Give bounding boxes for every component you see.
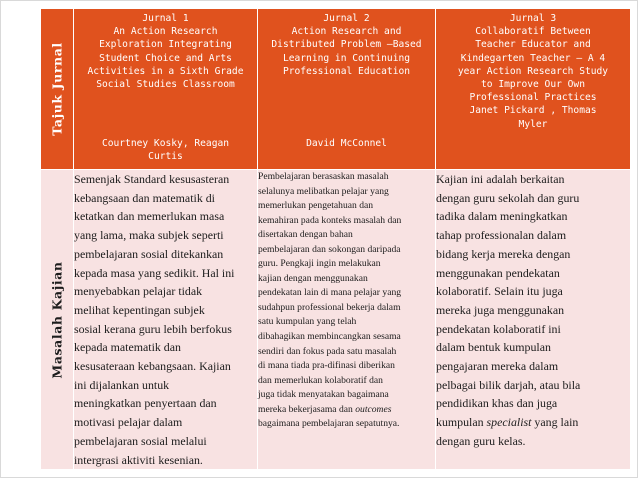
journal-2-problem-line: dibahagikan membincangkan sesama — [258, 331, 401, 343]
journal-1-problem-line: pembelajaran sosial melalui — [74, 433, 207, 448]
journal-1-problem-line: Semenjak Standard kesusasteran — [74, 172, 230, 186]
journal-1-title-line: An Action Research — [113, 26, 218, 38]
journal-1-problem-line: kepada masa yang sedikit. Hal ini — [74, 265, 235, 280]
journal-1-problem-line: ini dijalankan untuk — [74, 377, 170, 392]
journal-3-problem-text: kumpulan — [436, 415, 487, 430]
journal-3-problem-text: yang lain — [531, 415, 579, 430]
journal-2-problem-line: kemahiran pada konteks masalah dan — [258, 214, 402, 226]
journal-3-problem-line: dengan guru sekolah dan guru — [436, 190, 580, 205]
journal-3-problem-line: pelbagai bilik darjah, atau bila — [436, 377, 581, 392]
journal-1-author-line: Courtney Kosky, Reagan — [101, 138, 230, 149]
journal-1-problem-line: yang lama, maka subjek seperti — [74, 228, 224, 243]
journal-3-title-line: Jurnal 3 — [509, 13, 557, 24]
journal-1-problem-line: motivasi pelajar dalam — [74, 415, 183, 430]
journal-3-problem-line — [436, 413, 630, 432]
journal-1-author-line: Curtis — [148, 151, 183, 163]
journal-1-title — [74, 9, 257, 166]
journal-3-author-line: Janet Pickard , Thomas — [469, 105, 597, 117]
journal-1-title-line: Student Choice and Arts — [99, 52, 232, 64]
journal-3-specialist-term: specialist — [486, 415, 532, 430]
journal-2-problem-line: kajian dengan menggunakan — [258, 272, 368, 284]
journal-2-problem-line: selalunya melibatkan pelajar yang — [258, 185, 389, 197]
journal-2-problem-line: disertakan dengan bahan — [258, 229, 353, 241]
journal-1-authors — [77, 137, 254, 163]
journal-1-title-line: Exploration Integrating — [99, 39, 232, 51]
journal-1-problem-line: sosial kerana guru lebih berfokus — [74, 321, 232, 336]
journal-comparison-table — [40, 8, 631, 470]
journal-1-problem-line: kepada matematik dan — [74, 340, 181, 355]
journal-2-problem-line: juga tidak menyatakan bagaimana — [258, 389, 389, 401]
journal-2-title-line: Professional Education — [282, 65, 411, 77]
journal-2-problem-line: guru. Pengkaji ingin melakukan — [258, 258, 381, 270]
journal-3-problem-line: tahap professionalan dalam — [436, 228, 567, 243]
journal-3-title-line: year Action Research Study — [457, 65, 609, 77]
journal-2-problem-line: pendekatan lain di mana pelajar yang — [258, 287, 402, 299]
journal-3-title-line: Teacher Educator and — [475, 39, 591, 51]
journal-2-problem-line: dan memerlukan kolaboratif dan — [258, 374, 383, 386]
journal-3-problem-cell — [436, 170, 631, 470]
journal-3-problem-line: bidang kerja mereka dengan — [436, 246, 571, 261]
row-label-cell-body — [41, 170, 74, 470]
journal-1-problem-line: menyebabkan pelajar tidak — [74, 284, 203, 299]
journal-2-title-line: Action Research and — [291, 26, 402, 38]
row-label-masalah-kajian: Masalah Kajian — [49, 261, 65, 379]
journal-1-problem-line: melihat kepentingan subjek — [74, 302, 205, 317]
journal-3-problem-line: pengajaran mereka dalam — [436, 359, 559, 374]
journal-2-outcomes-term: outcomes — [355, 403, 392, 415]
row-label-cell-header — [41, 9, 74, 170]
journal-3-problem-line: kolaboratif. Selain itu juga — [436, 284, 563, 299]
journal-1-problem-line: meningkatkan penyertaan dan — [74, 396, 217, 411]
journal-2-problem-line: bagaimana pembelajaran sepatutnya. — [258, 418, 400, 430]
journal-1-problem-cell — [74, 170, 258, 470]
body-row — [41, 170, 631, 470]
journal-2-problem-line: memerlukan pengetahuan dan — [258, 200, 374, 212]
journal-3-problem-line: tadika dalam meningkatkan — [436, 209, 568, 224]
journal-1-title-line: Activities in a Sixth Grade — [87, 65, 244, 77]
journal-1-problem-line: intergrasi aktiviti kesenian. — [74, 452, 203, 467]
row-label-tajuk-jurnal: Tajuk Jurnal — [49, 42, 65, 136]
journal-2-authors — [261, 137, 432, 150]
journal-1-header-cell — [74, 9, 258, 170]
journal-2-title-line: Learning in Continuing — [282, 52, 411, 64]
journal-2-header-cell — [258, 9, 436, 170]
journal-3-title — [436, 9, 630, 166]
journal-2-problem-line: satu kumpulan yang telah — [258, 316, 357, 328]
journal-1-problem-line: ketatkan dan memerlukan masa — [74, 209, 225, 224]
journal-1-title-line: Jurnal 1 — [142, 13, 189, 24]
journal-3-problem-line: dengan guru kelas. — [436, 433, 526, 448]
journal-3-author-line: Myler — [518, 118, 548, 130]
journal-2-problem-line: sudahpun professional bekerja dalam — [258, 301, 401, 313]
journal-1-problem-line: pembelajaran sosial ditekankan — [74, 246, 224, 261]
journal-2-problem-line: pembelajaran dan sokongan daripada — [258, 243, 401, 255]
journal-2-problem-cell — [258, 170, 436, 470]
journal-1-problem-line: kesusateraan kebangsaan. Kajian — [74, 359, 231, 374]
journal-1-problem-line: kebangsaan dan matematik di — [74, 190, 215, 205]
journal-2-problem-line: di mana tiada pra-difinasi diberikan — [258, 360, 395, 372]
journal-3-problem-line: dalam bentuk kumpulan — [436, 340, 551, 355]
journal-3-title-line: Professional Practices — [469, 92, 597, 104]
journal-2-problem-line: sendiri dan fokus pada satu masalah — [258, 345, 397, 357]
journal-2-problem-line: Pembelajaran berasaskan masalah — [258, 171, 389, 182]
journal-3-header-cell — [436, 9, 631, 170]
journal-2-author-line: David McConnel — [306, 138, 387, 149]
journal-2-title-line: Distributed Problem –Based — [271, 39, 422, 51]
journal-3-problem-line: pendekatan kolaboratif ini — [436, 321, 561, 336]
journal-3-problem-line: Kajian ini adalah berkaitan — [436, 172, 565, 186]
journal-3-title-line: to Improve Our Own — [481, 79, 585, 91]
journal-3-title-line: Kindegarten Teacher – A 4 — [460, 52, 606, 64]
journal-3-authors — [439, 104, 627, 130]
journal-1-title-line: Social Studies Classroom — [96, 79, 235, 91]
journal-3-title-line: Collaboratif Between — [475, 26, 591, 38]
journal-3-problem-line: pendidikan khas dan juga — [436, 396, 558, 411]
journal-2-problem-text: mereka bekerjasama dan — [258, 403, 356, 415]
journal-2-title-line: Jurnal 2 — [323, 13, 370, 24]
journal-2-title — [258, 9, 435, 166]
header-row — [41, 9, 631, 170]
journal-2-problem-line — [258, 403, 435, 418]
journal-3-problem-line: mereka juga menggunakan — [436, 302, 565, 317]
journal-3-problem-line: menggunakan pendekatan — [436, 265, 560, 280]
